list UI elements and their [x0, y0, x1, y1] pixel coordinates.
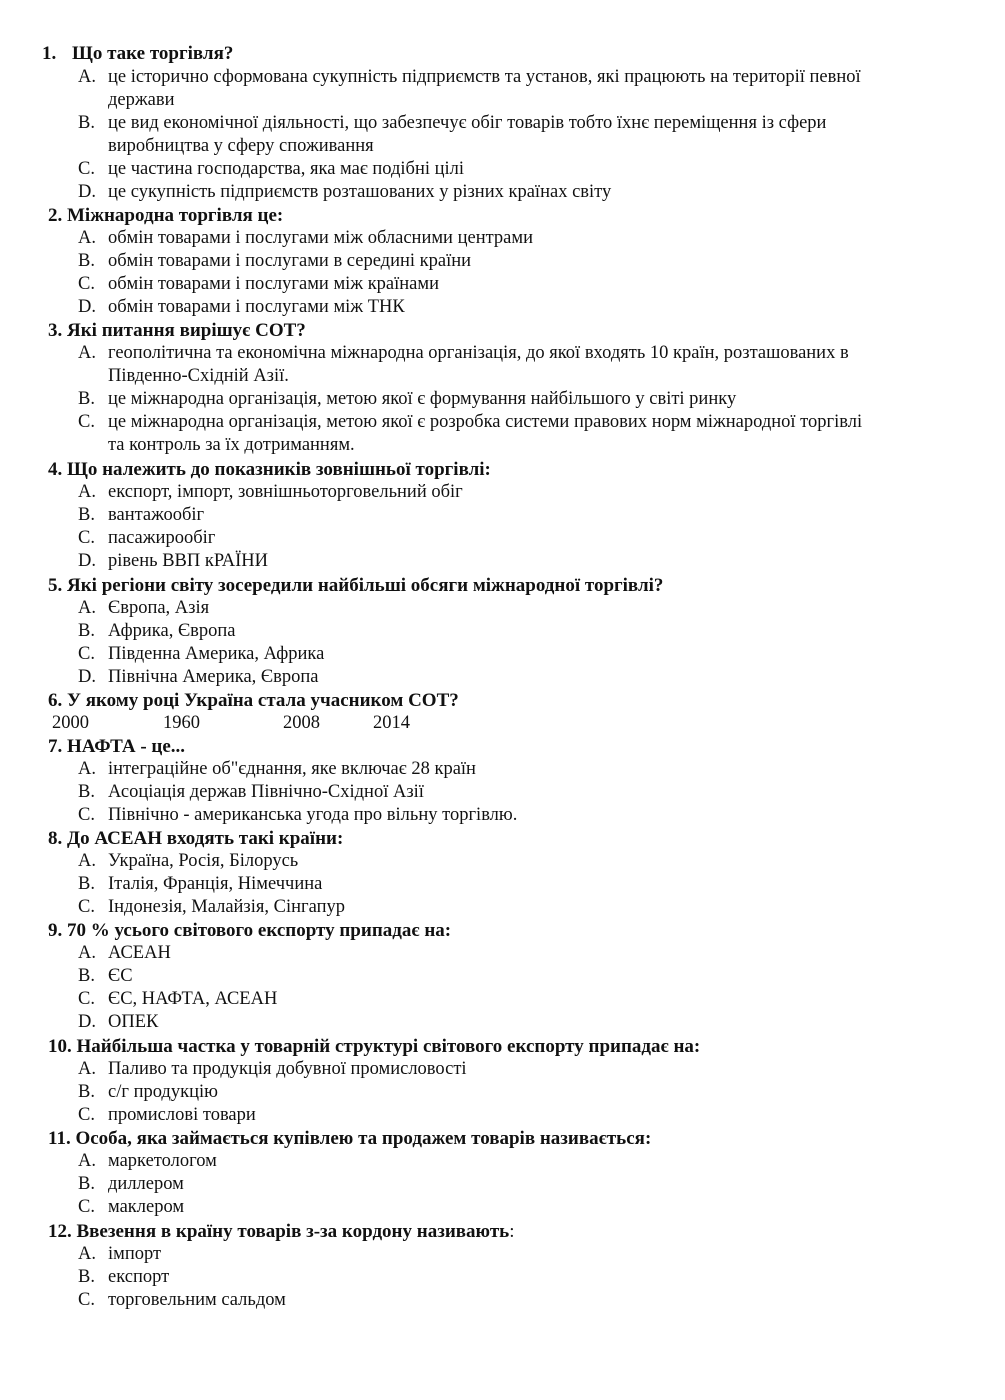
question-4-option-b: B. вантажообіг	[78, 505, 205, 525]
question-5-option-a: A. Європа, Азія	[78, 598, 210, 618]
question-9-option-d: D. ОПЕК	[78, 1012, 159, 1032]
question-12-title: 12. Ввезення в країну товарів з-за кордону називають:	[48, 1221, 515, 1242]
question-3-option-c: C. це міжнародна організація, метою якої є розробка системи правових норм міжнародної торгівлі та контроль за їх дотриманням.	[78, 412, 863, 455]
question-5-option-c: C. Південна Америка, Африка	[78, 644, 325, 664]
question-1-option-b: B. це вид економічної діяльності, що забезпечує обіг товарів тобто їхнє переміщення із сфери виробництва у сферу споживання	[78, 113, 827, 156]
question-7-option-b: B. Асоціація держав Північно-Східної Азії	[78, 782, 424, 802]
question-9-option-a: A. АСЕАН	[78, 943, 171, 963]
question-9-title: 9. 70 % усього світового експорту припадає на:	[48, 920, 452, 941]
question-10-option-a: A. Паливо та продукція добувної промисловості	[78, 1059, 467, 1079]
question-1-option-c: C. це частина господарства, яка має подібні цілі	[78, 159, 465, 179]
question-9-option-c: C. ЄС, НАФТА, АСЕАН	[78, 989, 278, 1009]
question-1-option-d: D. це сукупність підприємств розташованих у різних країнах світу	[78, 182, 612, 202]
question-10-option-b: B. с/г продукцію	[78, 1082, 218, 1102]
question-3-title: 3. Які питання вирішує СОТ?	[48, 320, 306, 341]
question-5-option-d: D. Північна Америка, Європа	[78, 667, 319, 687]
question-6-title: 6. У якому році Україна стала учасником СОТ?	[48, 690, 459, 711]
question-6-year-option: 2014	[373, 713, 410, 733]
question-11-option-c: C. маклером	[78, 1197, 185, 1217]
question-3-option-b: B. це міжнародна організація, метою якої є формування найбільшого у світі ринку	[78, 389, 737, 409]
question-11-option-a: A. маркетологом	[78, 1151, 217, 1171]
question-4-option-d: D. рівень ВВП кРАЇНИ	[78, 551, 269, 571]
question-8-option-a: A. Україна, Росія, Білорусь	[78, 851, 299, 871]
question-8-title: 8. До АСЕАН входять такі країни:	[48, 828, 344, 849]
question-7-option-a: A. інтеграційне об"єднання, яке включає 28 країн	[78, 759, 476, 779]
question-2-option-d: D. обмін товарами і послугами між ТНК	[78, 297, 405, 317]
question-8-option-c: C. Індонезія, Малайзія, Сінгапур	[78, 897, 345, 917]
question-11-title: 11. Особа, яка займається купівлею та продажем товарів називається:	[48, 1128, 652, 1149]
question-12-option-b: B. експорт	[78, 1267, 170, 1287]
question-12-option-a: A. імпорт	[78, 1244, 162, 1264]
question-4-option-a: A. експорт, імпорт, зовнішньоторговельний обіг	[78, 482, 463, 502]
question-6-year-option: 1960	[163, 713, 200, 733]
question-1-title: 1. Що таке торгівля?	[42, 43, 234, 64]
question-5-option-b: B. Африка, Європа	[78, 621, 236, 641]
question-7-option-c: C. Північно - американська угода про вільну торгівлю.	[78, 805, 518, 825]
question-2-option-c: C. обмін товарами і послугами між країнами	[78, 274, 440, 294]
question-7-title: 7. НАФТА - це...	[48, 736, 186, 757]
question-12-option-c: C. торговельним сальдом	[78, 1290, 286, 1310]
question-2-option-a: A. обмін товарами і послугами між обласними центрами	[78, 228, 533, 248]
question-5-title: 5. Які регіони світу зосередили найбільші обсяги міжнародної торгівлі?	[48, 575, 664, 596]
question-10-option-c: C. промислові товари	[78, 1105, 256, 1125]
question-2-title: 2. Міжнародна торгівля це:	[48, 205, 284, 226]
question-8-option-b: B. Італія, Франція, Німеччина	[78, 874, 323, 894]
question-4-title: 4. Що належить до показників зовнішньої торгівлі:	[48, 459, 491, 480]
question-1-option-a: A. це історично сформована сукупність підприємств та установ, які працюють на території певної держави	[78, 67, 861, 110]
question-6-year-option: 2008	[283, 713, 320, 733]
question-9-option-b: B. ЄС	[78, 966, 133, 986]
question-2-option-b: B. обмін товарами і послугами в середині країни	[78, 251, 472, 271]
question-4-option-c: C. пасажирообіг	[78, 528, 216, 548]
question-6-year-option: 2000	[52, 713, 89, 733]
question-11-option-b: B. диллером	[78, 1174, 184, 1194]
question-3-option-a: A. геополітична та економічна міжнародна організація, до якої входять 10 країн, розташованих в Південно-Східній Азії.	[78, 343, 849, 386]
question-10-title: 10. Найбільша частка у товарній структурі світового експорту припадає на:	[48, 1036, 701, 1057]
